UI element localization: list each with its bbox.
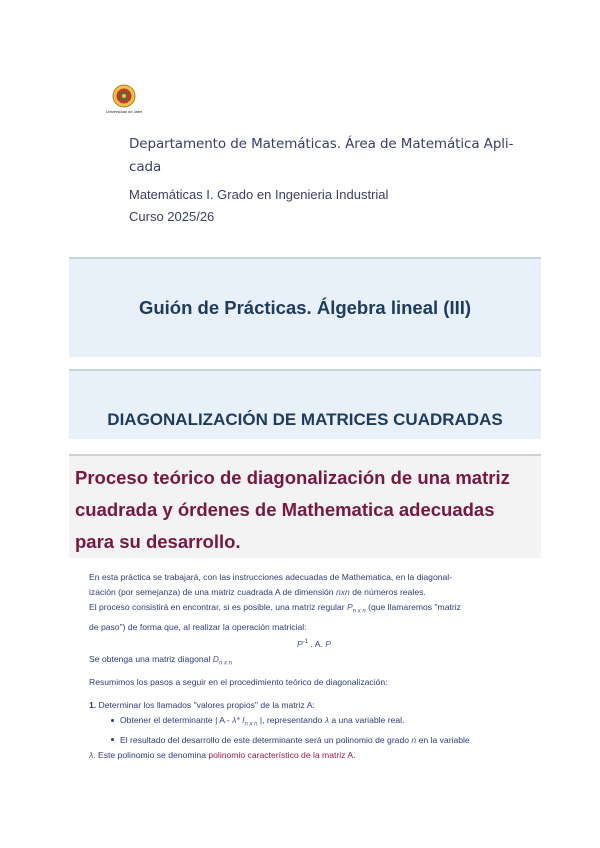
university-seal-icon: [112, 84, 136, 108]
paragraph-1b: ización (por semejanza) de una matriz cuadrada A de dimensión nxn de números reales.: [89, 587, 426, 597]
bullet-icon: [111, 719, 114, 722]
practice-title-band: [69, 257, 541, 357]
body-text: [89, 570, 539, 763]
paragraph-3: Se obtenga una matriz diagonal $D_{n x n}$: [89, 653, 232, 667]
bullet-1: Obtener el determinante | A - λ* $I_{n x n}$ |, representando λ a una variable real.: [89, 713, 539, 733]
course-line: Curso 2025/26: [129, 209, 215, 224]
bullet-icon: [111, 738, 114, 741]
formula: $P^{-1}$ . A. P: [296, 638, 331, 649]
topic-title-band: [69, 369, 541, 439]
paragraph-1a: En esta práctica se trabajará, con las instrucciones adecuadas de Mathematica, en la diagonal-: [89, 572, 453, 582]
practice-title: Guión de Prácticas. Álgebra lineal (III): [138, 297, 472, 318]
logo-caption: Universidad de Jaén: [105, 109, 143, 114]
section-heading: Proceso teórico de diagonalización de una matriz cuadrada y órdenes de Mathematica adecuadas para su desarrollo.: [75, 467, 510, 552]
university-logo: [104, 84, 144, 114]
step-1: 1. Determinar los llamados "valores propios" de la matriz A:: [89, 700, 315, 711]
paragraph-2a: El proceso consistirá en encontrar, si es posible, una matriz regular $P_{n x n}$ (que llamaremos "matriz: [89, 602, 461, 615]
paragraph-2b: de paso") de forma que, al realizar la operación matricial:: [89, 621, 307, 632]
department-line: Departamento de Matemáticas. Área de Matemática Apli- cada: [129, 136, 514, 175]
section-heading-box: [69, 454, 541, 558]
topic-title: DIAGONALIZACIÓN DE MATRICES CUADRADAS: [107, 410, 503, 429]
header-block: [129, 133, 529, 228]
bullet-2: El resultado del desarrollo de este determinante será un polinomio de grado n en la variable: [89, 733, 539, 748]
paragraph-last: λ. Este polinomio se denomina polinomio característico de la matriz A.: [89, 750, 356, 761]
paragraph-4: Resumimos los pasos a seguir en el procedimiento teórico de diagonalización:: [89, 677, 388, 688]
subject-line: Matemáticas I. Grado en Ingenieria Industrial: [129, 187, 389, 202]
